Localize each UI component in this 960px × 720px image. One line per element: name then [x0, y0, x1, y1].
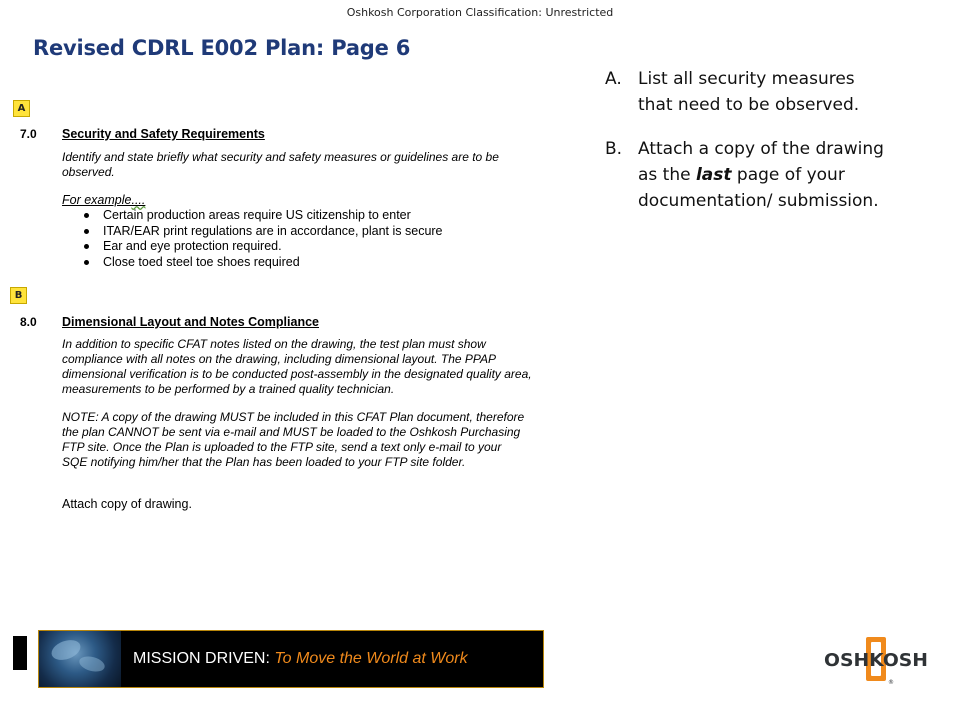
instructions-list: [605, 66, 945, 232]
list-item-text: Close toed steel toe shoes required: [103, 254, 300, 269]
bullet-icon: [84, 244, 89, 249]
example-label: [62, 193, 145, 207]
marker-a: A: [13, 100, 30, 117]
list-item-text: ITAR/EAR print regulations are in accordance, plant is secure: [103, 223, 443, 238]
instruction-b: [605, 136, 945, 214]
section-7-line-1: Identify and state briefly what security and safety measures or guidelines are to be: [62, 150, 499, 164]
marker-b: B: [10, 287, 27, 304]
paragraph-line: FTP site. Once the Plan is uploaded to the FTP site, send a text only e-mail to your: [62, 440, 502, 454]
mission-banner: [38, 630, 544, 688]
slide-title: Revised CDRL E002 Plan: Page 6: [33, 36, 411, 60]
instruction-a: [605, 66, 945, 118]
globe-land-shape: [49, 636, 83, 663]
paragraph-line: dimensional verification is to be conducted post-assembly in the designated quality area,: [62, 367, 532, 381]
example-label-dots: ....: [131, 193, 146, 207]
paragraph-line: SQE notifying him/her that the Plan has been loaded to your FTP site folder.: [62, 455, 466, 469]
section-7-number: 7.0: [20, 127, 37, 141]
instruction-b-line-2: [638, 162, 945, 188]
section-7-line-2: observed.: [62, 165, 115, 179]
attach-drawing-text: Attach copy of drawing.: [62, 497, 192, 511]
instruction-b-line-2-pre: as the: [638, 165, 696, 185]
bullet-icon: [84, 260, 89, 265]
instruction-a-letter: A.: [605, 69, 622, 89]
section-8-paragraph-1: [62, 337, 572, 397]
list-item-text: Ear and eye protection required.: [103, 239, 282, 253]
instruction-b-line-1: Attach a copy of the drawing: [638, 139, 884, 159]
globe-icon: [39, 631, 121, 687]
list-item: [80, 239, 443, 255]
globe-land-shape: [78, 654, 107, 674]
security-bullet-list: [80, 208, 443, 270]
instruction-b-emphasis: last: [695, 165, 732, 185]
section-8-note: [62, 410, 572, 470]
example-label-text: For example: [62, 193, 132, 207]
paragraph-line: measurements to be performed by a trained quality technician.: [62, 382, 395, 396]
section-7-heading: Security and Safety Requirements: [62, 127, 265, 141]
banner-main-text: MISSION DRIVEN:: [133, 650, 275, 667]
bullet-icon: [84, 229, 89, 234]
instruction-b-line-3: documentation/ submission.: [638, 191, 879, 211]
oshkosh-logo: [822, 636, 934, 686]
logo-registered-mark: ®: [888, 679, 894, 686]
classification-label: Oshkosh Corporation Classification: Unrestricted: [346, 6, 614, 19]
paragraph-line: In addition to specific CFAT notes listed on the drawing, the test plan must show: [62, 337, 486, 351]
footer-left-bar: [13, 636, 27, 670]
paragraph-line: NOTE: A copy of the drawing MUST be included in this CFAT Plan document, therefore: [62, 410, 525, 424]
bullet-icon: [84, 213, 89, 218]
instruction-b-line-2-post: page of your: [731, 165, 845, 185]
banner-tagline: To Move the World at Work: [274, 650, 468, 667]
instruction-a-line-2: that need to be observed.: [638, 95, 860, 115]
logo-wordmark: OSHKOSH: [824, 650, 928, 671]
instruction-a-line-1: List all security measures: [638, 69, 855, 89]
section-8-number: 8.0: [20, 315, 37, 329]
section-7-description: [62, 150, 572, 180]
list-item-text: Certain production areas require US citizenship to enter: [103, 208, 411, 222]
instruction-b-letter: B.: [605, 139, 623, 159]
list-item: [80, 208, 443, 224]
paragraph-line: the plan CANNOT be sent via e-mail and MUST be loaded to the Oshkosh Purchasing: [62, 425, 521, 439]
section-8-heading: Dimensional Layout and Notes Compliance: [62, 315, 319, 329]
banner-text: [133, 650, 468, 668]
paragraph-line: compliance with all notes on the drawing, including dimensional layout. The PPAP: [62, 352, 497, 366]
list-item: [80, 255, 443, 271]
list-item: [80, 224, 443, 240]
